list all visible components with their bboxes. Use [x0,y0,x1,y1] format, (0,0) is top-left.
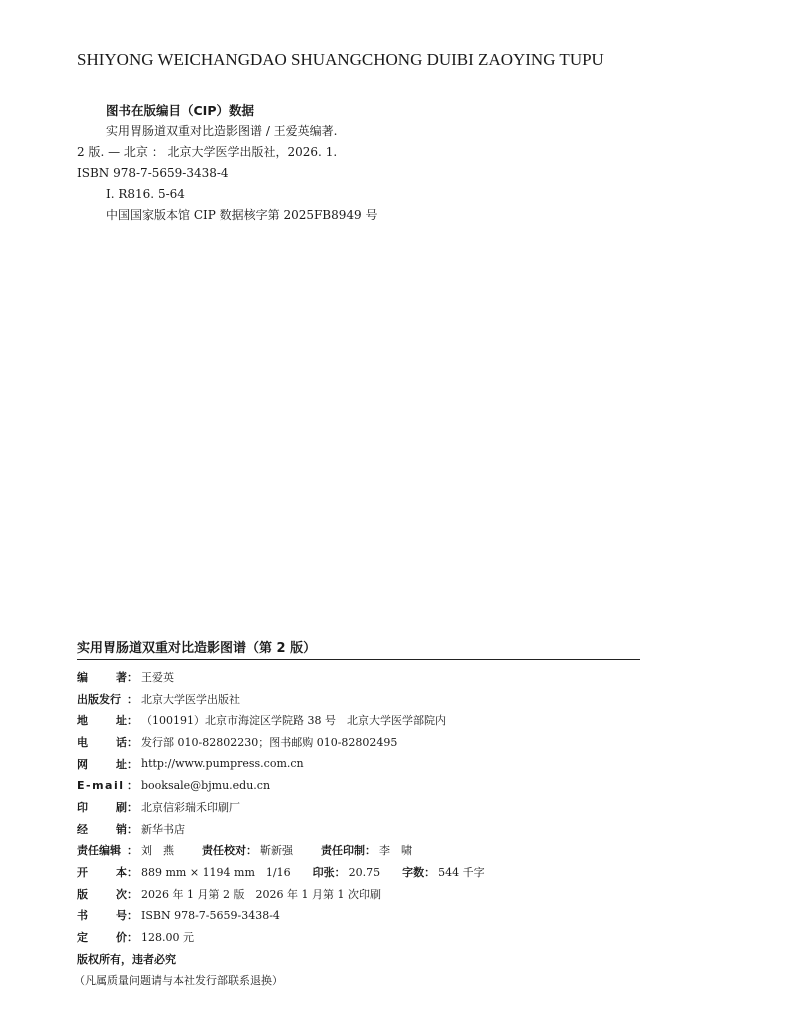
cip-line-isbn: ISBN 978-7-5659-3438-4 [77,166,229,180]
format-value: 889 mm × 1194 mm 1/16 [141,866,291,880]
website-link[interactable]: http://www.pumpress.com.cn [141,757,304,771]
colophon [74,666,677,991]
colon: ： [365,844,376,858]
colon: ： [424,866,436,880]
edition-label-a: 版 [77,887,88,901]
proof-label: 责任校对 [202,844,246,858]
colophon-row-address [77,709,677,731]
isbn-label-a: 书 [77,909,88,923]
format-label [77,864,127,880]
editor-label-a: 编 [77,670,88,684]
address-label [77,712,127,728]
colophon-row-phone [77,731,677,753]
phone-label [77,734,127,750]
colon: ： [127,757,138,771]
colon: ： [127,800,138,814]
colon: ： [127,779,138,793]
book-title: 实用胃肠道双重对比造影图谱（第 2 版） [77,639,640,660]
distributor-value: 新华书店 [141,822,185,836]
words-label: 字数 [402,866,425,880]
cip-line-record: 中国国家版本馆 CIP 数据核字第 2025FB8949 号 [106,208,378,222]
website-label-a: 网 [77,757,88,771]
distributor-label-a: 经 [77,822,88,836]
price-label-b: 价 [116,931,127,945]
colon: ： [127,931,138,945]
colon: ： [127,844,138,858]
colon: ： [127,735,138,749]
colophon-row-publisher [77,688,677,710]
print-supervisor-value: 李 啸 [379,844,412,858]
colophon-row-price [77,926,677,948]
website-label [77,756,127,772]
isbn-value: ISBN 978-7-5659-3438-4 [141,908,280,922]
phone-label-a: 电 [77,735,88,749]
cip-line-classification: Ⅰ. R816. 5-64 [106,187,185,201]
colophon-row-edition [77,883,677,905]
colophon-row-responsible [77,840,677,862]
address-value: （100191）北京市海淀区学院路 38 号 北京大学医学部院内 [141,714,446,728]
colon: ： [127,692,138,706]
colon: ： [127,714,138,728]
printer-value: 北京信彩瑞禾印刷厂 [141,800,240,814]
address-label-b: 址 [116,714,127,728]
edition-value: 2026 年 1 月第 2 版 2026 年 1 月第 1 次印刷 [141,887,381,901]
colophon-row-isbn [77,905,677,927]
printer-label [77,799,127,815]
distributor-label [77,821,127,837]
phone-label-b: 话 [116,735,127,749]
price-label-a: 定 [77,931,88,945]
responsible-editor-value: 刘 燕 [141,844,174,858]
editor-value: 王爱英 [141,670,174,684]
colon: ： [127,887,138,901]
colon: ： [334,866,346,880]
rights-statement: 版权所有，违者必究 [77,952,176,966]
printer-label-b: 刷 [116,800,127,814]
printer-label-a: 印 [77,800,88,814]
print-supervisor-label: 责任印制 [321,844,365,858]
editor-label [77,669,127,685]
responsible-editor-label: 责任编辑 [77,844,121,858]
colophon-row-email [77,774,677,796]
colon: ： [127,822,138,836]
isbn-label-b: 号 [116,909,127,923]
cip-block [77,100,677,226]
colon: ： [127,670,138,684]
phone-value: 发行部 010-82802230；图书邮购 010-82802495 [141,735,398,749]
colophon-row-website [77,753,677,775]
price-label [77,929,127,945]
colophon-row-format [77,861,677,883]
publisher-value: 北京大学医学出版社 [141,692,240,706]
sheets-value: 20.75 [348,865,381,879]
isbn-label [77,907,127,923]
email-link[interactable]: booksale@bjmu.edu.cn [141,778,271,792]
editor-label-b: 著 [116,670,127,684]
price-value: 128.00 元 [141,931,194,945]
colon: ： [127,866,138,880]
cip-line-edition: 2 版. — 北京 ： 北京大学医学出版社，2026. 1. [77,145,338,159]
proof-value: 靳新强 [260,844,293,858]
edition-label [77,886,127,902]
email-label: E-mail [77,778,125,792]
quality-notice: （凡属质量问题请与本社发行部联系退换） [74,974,283,988]
colophon-row-distributor [77,818,677,840]
cip-line-title: 实用胃肠道双重对比造影图谱 / 王爱英编著. [106,124,338,138]
cip-heading: 图书在版编目（CIP）数据 [106,103,254,118]
colon: ： [127,909,138,923]
edition-label-b: 次 [116,887,127,901]
sheets-label: 印张 [312,866,335,880]
format-label-a: 开 [77,866,88,880]
pinyin-title: SHIYONG WEICHANGDAO SHUANGCHONG DUIBI ZAOYING TUPU [77,50,604,69]
colophon-row-printer [77,796,677,818]
format-label-b: 本 [116,866,127,880]
website-label-b: 址 [116,757,127,771]
publisher-label: 出版发行 [77,692,121,706]
distributor-label-b: 销 [116,822,127,836]
address-label-a: 地 [77,714,88,728]
words-value: 544 千字 [438,866,485,880]
colon: ： [246,844,257,858]
colophon-row-editor [77,666,677,688]
